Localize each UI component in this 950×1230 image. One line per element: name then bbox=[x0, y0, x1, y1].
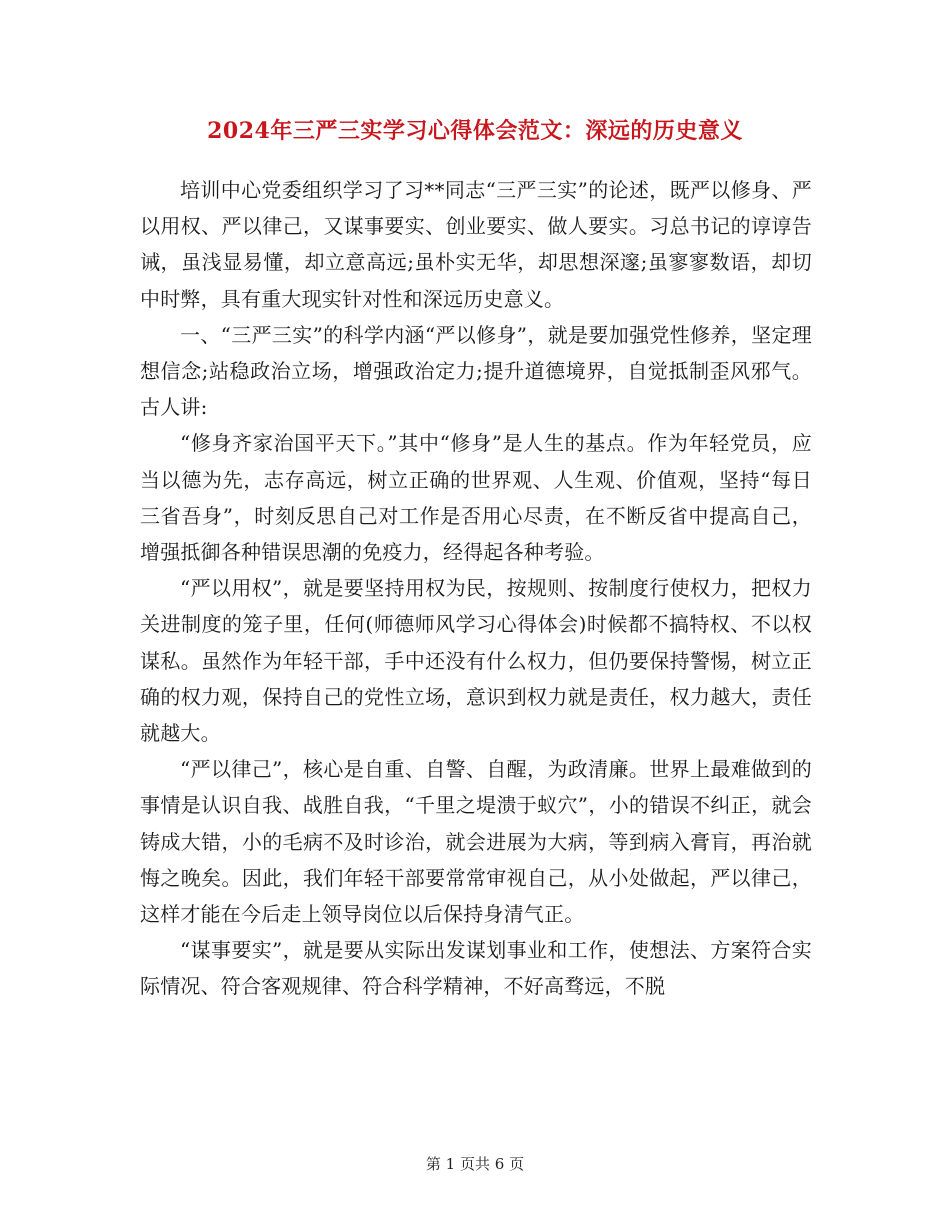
paragraph-5: “严以律己”，核心是自重、自警、自醒，为政清廉。世界上最难做到的事情是认识自我、战胜自我，“千里之堤溃于蚁穴”，小的错误不纠正，就会铸成大错，小的毛病不及时诊治，就会进展为大病，等到病入膏肓，再治就悔之晚矣。因此，我们年轻干部要常常审视自己，从小处做起，严以律己，这样才能在今后走上领导岗位以后保持身清气正。 bbox=[140, 757, 812, 927]
paragraph-2: 一、“三严三实”的科学内涵“严以修身”，就是要加强党性修养，坚定理想信念;站稳政治立场，增强政治定力;提升道德境界，自觉抵制歪风邪气。古人讲: bbox=[140, 322, 812, 420]
paragraph-1: 培训中心党委组织学习了习**同志“三严三实”的论述，既严以修身、严以用权、严以律己，又谋事要实、创业要实、做人要实。习总书记的谆谆告诫，虽浅显易懂，却立意高远;虽朴实无华，却思想深邃;虽寥寥数语，却切中时弊，具有重大现实针对性和深远历史意义。 bbox=[140, 178, 812, 311]
document-title: 2024年三严三实学习心得体会范文：深远的历史意义 bbox=[207, 118, 743, 144]
paragraph-6: “谋事要实”，就是要从实际出发谋划事业和工作，使想法、方案符合实际情况、符合客观规律、符合科学精神，不好高骛远，不脱 bbox=[140, 938, 812, 999]
page-number-footer: 第 1 页共 6 页 bbox=[425, 1155, 525, 1173]
document-body bbox=[140, 172, 812, 1005]
paragraph-3: “修身齐家治国平天下。”其中“修身”是人生的基点。作为年轻党员，应当以德为先，志存高远，树立正确的世界观、人生观、价值观，坚持“每日三省吾身”，时刻反思自己对工作是否用心尽责，在不断反省中提高自己，增强抵御各种错误思潮的免疫力，经得起各种考验。 bbox=[140, 431, 812, 565]
paragraph-4: “严以用权”，就是要坚持用权为民，按规则、按制度行使权力，把权力关进制度的笼子里，任何(师德师风学习心得体会)时候都不搞特权、不以权谋私。虽然作为年轻干部，手中还没有什么权力，但仍要保持警惕，树立正确的权力观，保持自己的党性立场，意识到权力就是责任，权力越大，责任就越大。 bbox=[140, 576, 812, 746]
